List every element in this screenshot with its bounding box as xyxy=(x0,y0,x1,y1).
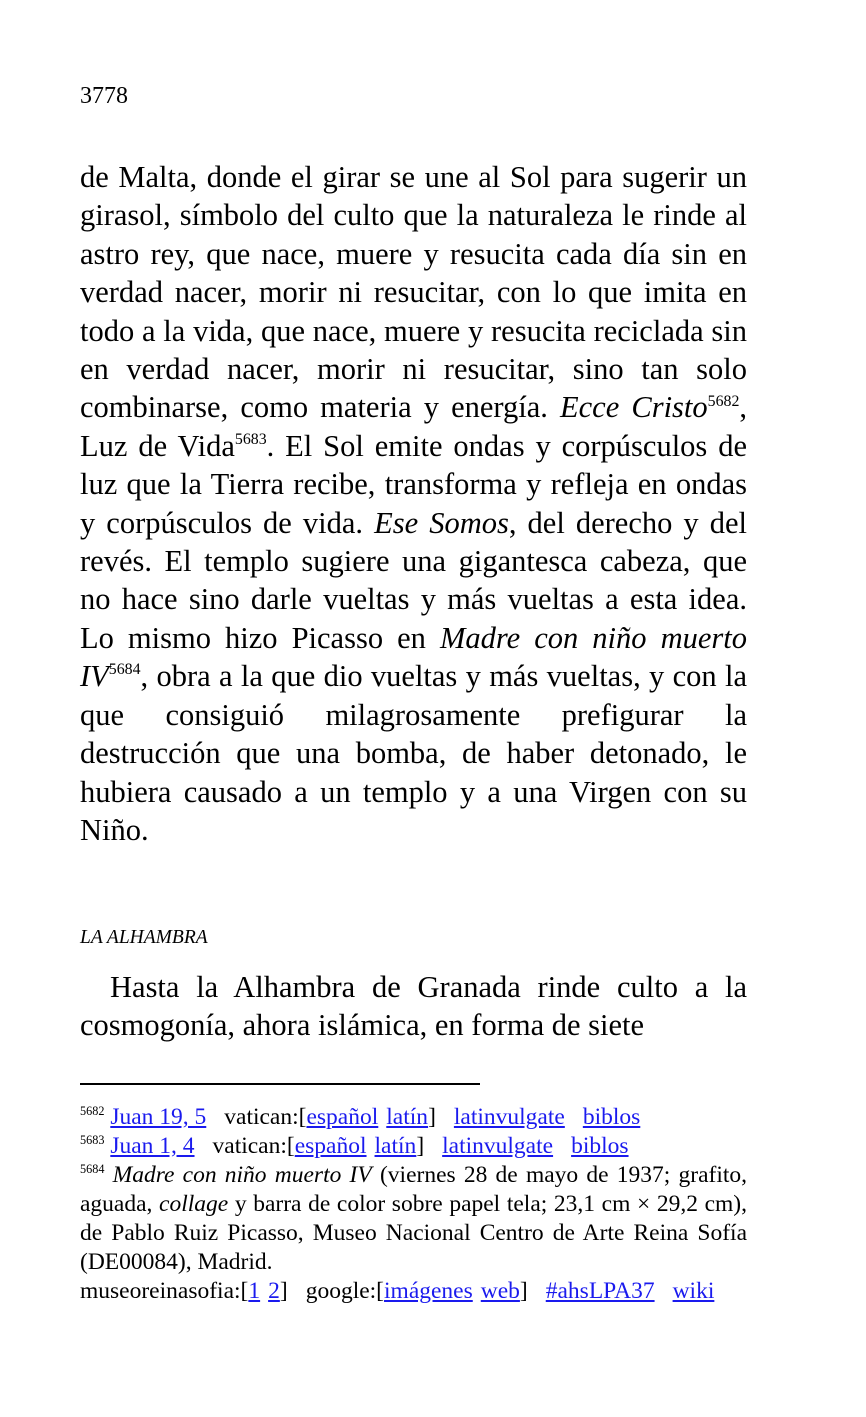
link-museo-1[interactable]: 1 xyxy=(248,1278,261,1304)
footnote-number: 5682 xyxy=(80,1103,105,1118)
footnote-ref-5682[interactable]: 5682 xyxy=(707,392,740,410)
link-latin[interactable]: latín xyxy=(386,1104,429,1130)
link-biblos[interactable]: biblos xyxy=(582,1104,641,1130)
link-web[interactable]: web xyxy=(480,1278,520,1304)
text-run: , del derecho y del revés. El templo sugiere una gigantesca cabeza, que no hace sino darle vueltas y más vueltas a esta idea. Lo mismo hizo Picasso en xyxy=(80,505,748,655)
museo-label: museoreinasofia:[ xyxy=(80,1278,249,1304)
text-run: , obra a la que dio vueltas y más vueltas, y con la que consiguió milagrosamente prefigurar la destrucción que una bomba, de haber detonado, le hubiera causado a un templo y a una Virgen con su Niño. xyxy=(80,659,747,847)
footnote-ref-5684[interactable]: 5684 xyxy=(108,661,141,679)
link-espanol[interactable]: español xyxy=(294,1133,367,1159)
footnote-italic-collage: collage xyxy=(159,1191,229,1217)
italic-title-ecce-cristo: Ecce Cristo xyxy=(560,390,708,425)
text-run: , Luz de Vida xyxy=(80,390,747,463)
footnote-5684-links xyxy=(80,1277,747,1306)
footnote-number: 5683 xyxy=(80,1132,105,1147)
footnote-title: Madre con niño muerto IV xyxy=(112,1162,372,1188)
footnote-divider xyxy=(80,1083,480,1085)
footnote-ref-link[interactable]: Juan 1, 4 xyxy=(110,1133,195,1159)
footnotes xyxy=(80,1103,747,1306)
section-heading: LA ALHAMBRA xyxy=(80,927,208,948)
link-espanol[interactable]: español xyxy=(306,1104,379,1130)
link-biblos[interactable]: biblos xyxy=(571,1133,629,1159)
vatican-label: vatican:[ xyxy=(224,1104,307,1130)
link-wiki[interactable]: wiki xyxy=(672,1278,715,1304)
bracket-close: ] xyxy=(428,1104,436,1130)
body-paragraph xyxy=(80,158,747,849)
text-run: Hasta la Alhambra de Granada rinde culto a la cosmogonía, ahora islámica, en forma de siete xyxy=(80,970,747,1043)
link-latinvulgate[interactable]: latinvulgate xyxy=(453,1104,565,1130)
footnote-ref-link[interactable]: Juan 19, 5 xyxy=(110,1104,207,1130)
italic-title-ese-somos: Ese Somos xyxy=(374,505,509,540)
link-ahslpa37[interactable]: #ahsLPA37 xyxy=(545,1278,655,1304)
link-latinvulgate[interactable]: latinvulgate xyxy=(442,1133,554,1159)
bracket-close: ] xyxy=(279,1278,288,1304)
italic-title-madre: Madre con niño muerto IV xyxy=(80,620,747,694)
google-label: google:[ xyxy=(305,1278,385,1304)
page-number: 3778 xyxy=(80,83,128,109)
link-latin[interactable]: latín xyxy=(374,1133,417,1159)
vatican-label: vatican:[ xyxy=(212,1133,295,1159)
footnote-5682 xyxy=(80,1103,747,1132)
text-run: . El Sol emite ondas y corpúsculos de luz que la Tierra recibe, transforma y refleja en ondas y corpúsculos de vida. xyxy=(80,428,747,540)
footnote-ref-5683[interactable]: 5683 xyxy=(234,430,267,448)
footnote-text: y barra de color sobre papel tela; 23,1 cm × 29,2 cm), de Pablo Ruiz Picasso, Museo Nacional Centro de Arte Reina Sofía (DE00084), Madrid. xyxy=(80,1191,748,1275)
footnote-text: (viernes 28 de mayo de 1937; grafito, aguada, xyxy=(80,1162,748,1217)
body-paragraph-2 xyxy=(80,968,747,1045)
bracket-close: ] xyxy=(519,1278,528,1304)
text-run: de Malta, donde el girar se une al Sol para sugerir un girasol, símbolo del culto que la naturaleza le rinde al astro rey, que nace, muere y resucita cada día sin en verdad nacer, morir ni resucitar, con lo que imita en todo a la vida, que nace, muere y resucita reciclada sin en verdad nacer, morir ni resucitar, sino tan solo combinarse, como materia y energía. xyxy=(80,160,747,425)
footnote-number: 5684 xyxy=(80,1161,105,1176)
bracket-close: ] xyxy=(416,1133,425,1159)
footnote-5684 xyxy=(80,1161,747,1277)
link-imagenes[interactable]: imágenes xyxy=(384,1278,473,1304)
footnote-5683 xyxy=(80,1132,747,1161)
link-museo-2[interactable]: 2 xyxy=(268,1278,280,1304)
